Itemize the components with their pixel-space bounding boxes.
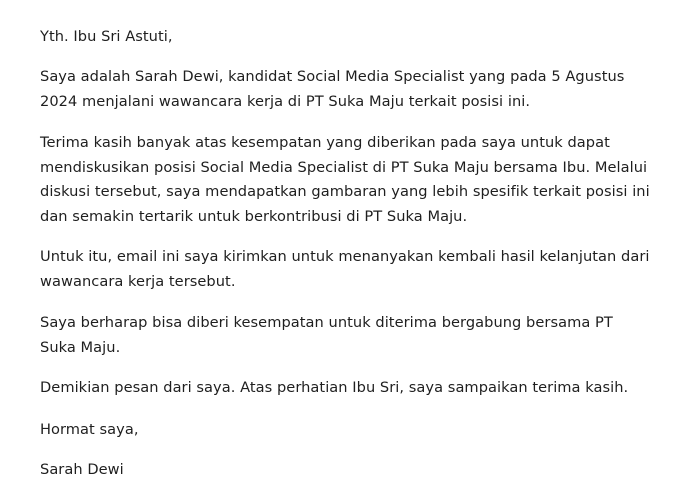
paragraph-inquiry: Untuk itu, email ini saya kirimkan untuk menanyakan kembali hasil kelanjutan dari wawancara kerja tersebut. <box>40 248 650 290</box>
closing: Hormat saya, <box>40 421 139 438</box>
paragraph-introduction: Saya adalah Sarah Dewi, kandidat Social Media Specialist yang pada 5 Agustus 2024 menjalani wawancara kerja di PT Suka Maju terkait posisi ini. <box>40 68 625 110</box>
paragraph-thanks: Terima kasih banyak atas kesempatan yang diberikan pada saya untuk dapat mendiskusikan posisi Social Media Specialist di PT Suka Maju bersama Ibu. Melalui diskusi tersebut, saya mendapatkan gambaran yang lebih spesifik terkait posisi ini dan semakin tertarik untuk berkontribusi di PT Suka Maju. <box>40 134 650 225</box>
paragraph-hope: Saya berharap bisa diberi kesempatan untuk diterima bergabung bersama PT Suka Maju. <box>40 314 613 356</box>
signature-name: Sarah Dewi <box>40 461 124 478</box>
paragraph-closing-remark: Demikian pesan dari saya. Atas perhatian Ibu Sri, saya sampaikan terima kasih. <box>40 379 629 396</box>
salutation: Yth. Ibu Sri Astuti, <box>40 28 173 45</box>
